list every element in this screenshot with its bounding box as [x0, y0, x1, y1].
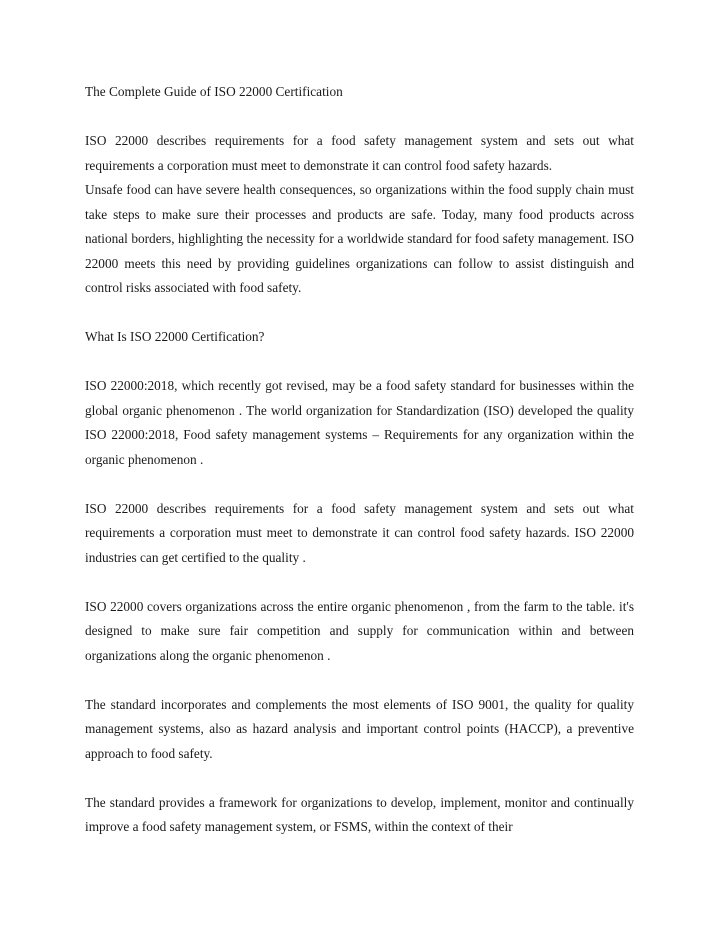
paragraph-spacer	[85, 350, 634, 375]
paragraph-covers: ISO 22000 covers organizations across the entire organic phenomenon , from the farm to the table. it's designed to make sure fair competition and supply for communication within and between organizations along the organic phenomenon .	[85, 598, 634, 663]
intro-paragraph-1: ISO 22000 describes requirements for a food safety management system and sets out what requirements a corporation must meet to demonstrate it can control food safety hazards.	[85, 133, 634, 173]
section-heading-what-is: What Is ISO 22000 Certification?	[85, 329, 265, 344]
paragraph-revised: ISO 22000:2018, which recently got revised, may be a food safety standard for businesses within the global organic phenomenon . The world organization for Standardization (ISO) developed the quality ISO 22000:2018, Food safety management systems – Requirements for any organization within the organic phenomenon .	[85, 378, 634, 467]
paragraph-spacer	[85, 766, 634, 791]
paragraph-spacer	[85, 570, 634, 595]
paragraph-spacer	[85, 472, 634, 497]
document-body	[85, 80, 634, 840]
paragraph-incorporates: The standard incorporates and complements the most elements of ISO 9001, the quality for quality management systems, also as hazard analysis and important control points (HACCP), a preventive approach to food safety.	[85, 696, 634, 761]
paragraph-framework: The standard provides a framework for organizations to develop, implement, monitor and continually improve a food safety management system, or FSMS, within the context of their	[85, 794, 634, 834]
document-title: The Complete Guide of ISO 22000 Certification	[85, 84, 343, 99]
paragraph-requirements: ISO 22000 describes requirements for a food safety management system and sets out what requirements a corporation must meet to demonstrate it can control food safety hazards. ISO 22000 industries can get certified to the quality .	[85, 500, 634, 565]
paragraph-spacer	[85, 668, 634, 693]
intro-paragraph-2: Unsafe food can have severe health consequences, so organizations within the food supply chain must take steps to make sure their processes and products are safe. Today, many food products across national borders, highlighting the necessity for a worldwide standard for food safety management. ISO 22000 meets this need by providing guidelines organizations can follow to assist distinguish and control risks associated with food safety.	[85, 182, 634, 295]
paragraph-spacer	[85, 301, 634, 326]
